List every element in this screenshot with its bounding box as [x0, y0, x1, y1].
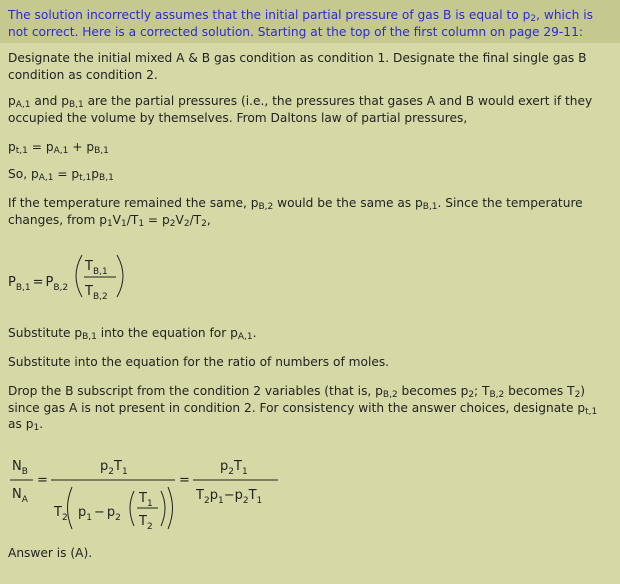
equation-pa1: So, $p_{A,1} = p_{t,1}p_{B,1}$: [8, 167, 114, 183]
frac2-inner-num: $T_1$: [139, 491, 153, 509]
frac2-right-num: $p_2T_1$: [220, 459, 248, 477]
paragraph-substitute-pb1: Substitute $p_{B,1}$ into the equation for $p_{A,1}$.: [8, 326, 257, 342]
frac2-right-den: $T_2p_1-p_2T_1$: [196, 488, 263, 506]
frac2-mid-den: $T_2$: [54, 505, 68, 523]
paragraph-partial-pressures: $p_{A,1}$ and $p_{B,1}$ are the partial pressures (i.e., the pressures that gases A and B would exert if they occupied the volume by themselves. From Daltons law of partial pressures,: [8, 94, 593, 125]
frac1-numerator: $T_{B,1}$: [85, 259, 108, 277]
paragraph-substitute-ratio: Substitute into the equation for the ratio of numbers of moles.: [8, 355, 390, 369]
frac2-nb: $N_B$: [12, 459, 28, 477]
frac2-eq2: =: [179, 473, 190, 488]
frac1-lhs: $P_{B,1} = P_{B,2}$: [8, 275, 69, 293]
correction-notice: The solution incorrectly assumes that the initial partial pressure of gas B is equal to $p_2$, which is not correct. Here is a corrected solution. Starting at the top of the first column on page 29-11:: [8, 8, 593, 39]
paragraph-temperature: If the temperature remained the same, $p_{B,2}$ would be the same as $p_{B,1}$. Since the temperature changes, from $p_1V_1/T_1 = p_2V_2/T_2$,: [8, 196, 583, 229]
left-paren: [76, 255, 82, 297]
frac2-mid-den-p: $p_1 - p_2$: [78, 505, 121, 523]
paragraph-conditions: Designate the initial mixed A & B gas condition as condition 1. Designate the final single gas B condition as condition 2.: [8, 51, 587, 82]
right-paren: [117, 255, 123, 297]
paren-inner-right: [161, 491, 165, 526]
frac2-mid-num: $p_2T_1$: [100, 459, 128, 477]
equation-dalton: $p_{t,1} = p_{A,1} + p_{B,1}$: [8, 140, 109, 156]
frac2-eq1: =: [37, 473, 48, 488]
paren-inner-left: [130, 491, 134, 526]
answer-text: Answer is (A).: [8, 546, 93, 560]
frac2-inner-den: $T_2$: [139, 514, 153, 532]
frac2-na: $N_A$: [12, 487, 28, 505]
paragraph-drop-subscript: Drop the B subscript from the condition 2 variables (that is, $p_{B,2}$ becomes $p_2$; $T_{B,2}$ becomes $T_2$) since gas A is not present in condition 2. For consistency with the answer choices, designate $p_{t,1}$ as $p_1$.: [8, 384, 598, 433]
frac1-denominator: $T_{B,2}$: [85, 284, 108, 302]
paren-outer-right: [168, 487, 173, 529]
paren-outer-left: [68, 487, 73, 529]
